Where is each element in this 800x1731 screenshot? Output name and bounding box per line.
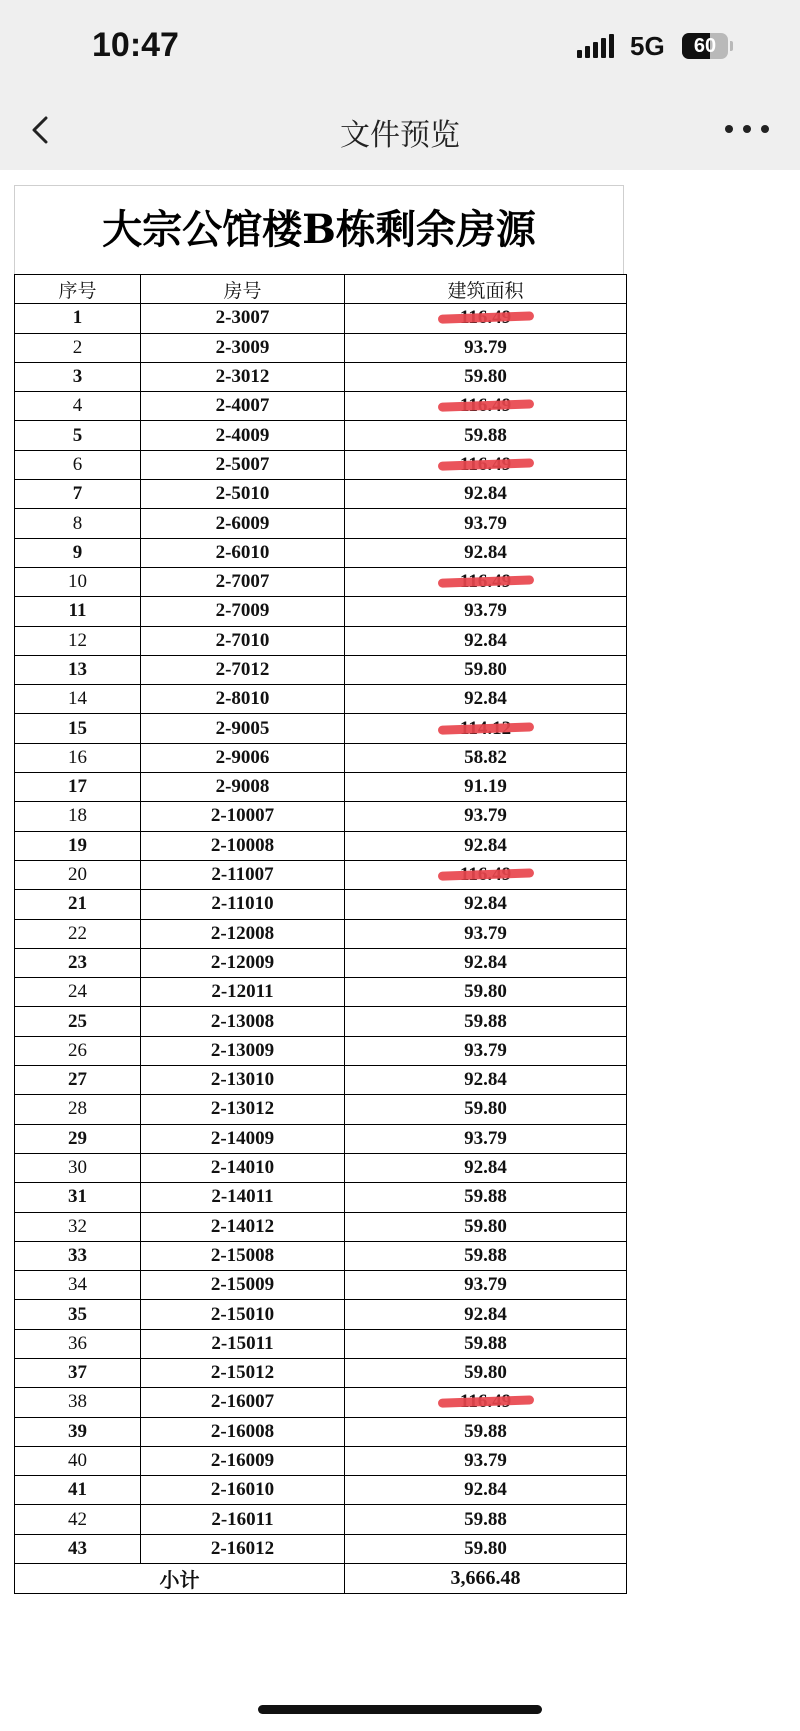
table-row [15, 802, 627, 831]
area-value: 59.88 [464, 1332, 507, 1354]
area-cell [345, 1241, 627, 1270]
area-cell [345, 597, 627, 626]
room-number: 2-12011 [141, 978, 345, 1007]
table-row [15, 1388, 627, 1417]
subtotal-value: 3,666.48 [345, 1564, 627, 1594]
room-number: 2-3009 [141, 333, 345, 362]
area-cell [345, 860, 627, 889]
row-number: 43 [15, 1534, 141, 1563]
strike-mark [437, 722, 533, 734]
area-cell [345, 1036, 627, 1065]
area-value: 59.88 [464, 1186, 507, 1208]
area-value: 93.79 [464, 1450, 507, 1472]
area-cell [345, 1358, 627, 1387]
area-cell [345, 773, 627, 802]
row-number: 26 [15, 1036, 141, 1065]
room-number: 2-3012 [141, 362, 345, 391]
room-number: 2-11010 [141, 890, 345, 919]
area-value: 59.88 [464, 424, 507, 446]
column-header-no: 序号 [15, 275, 141, 304]
page-title: 文件预览 [340, 118, 460, 153]
area-cell [345, 509, 627, 538]
room-number: 2-14011 [141, 1183, 345, 1212]
table-row [15, 538, 627, 567]
room-number: 2-9008 [141, 773, 345, 802]
area-cell [345, 538, 627, 567]
area-value: 92.84 [464, 951, 507, 973]
area-value: 92.84 [464, 834, 507, 856]
area-value: 92.84 [464, 1303, 507, 1325]
area-value: 92.84 [464, 1479, 507, 1501]
battery-icon [682, 33, 728, 59]
row-number: 37 [15, 1358, 141, 1387]
status-bar [0, 0, 800, 90]
room-number: 2-13012 [141, 1095, 345, 1124]
area-cell [345, 1007, 627, 1036]
table-row [15, 714, 627, 743]
area-cell [345, 1153, 627, 1182]
room-number: 2-7012 [141, 655, 345, 684]
row-number: 28 [15, 1095, 141, 1124]
row-number: 2 [15, 333, 141, 362]
column-header-area: 建筑面积 [345, 275, 627, 304]
table-row [15, 831, 627, 860]
row-number: 14 [15, 685, 141, 714]
row-number: 21 [15, 890, 141, 919]
area-cell [345, 362, 627, 391]
table-row [15, 1095, 627, 1124]
area-cell [345, 831, 627, 860]
row-number: 33 [15, 1241, 141, 1270]
table-row [15, 304, 627, 333]
area-value: 59.88 [464, 1420, 507, 1442]
row-number: 24 [15, 978, 141, 1007]
area-value: 59.80 [464, 1098, 507, 1120]
row-number: 16 [15, 743, 141, 772]
area-value: 93.79 [464, 1039, 507, 1061]
room-number: 2-5007 [141, 450, 345, 479]
area-cell [345, 802, 627, 831]
area-cell [345, 392, 627, 421]
area-cell [345, 743, 627, 772]
battery-level: 60 [693, 35, 717, 57]
room-number: 2-11007 [141, 860, 345, 889]
room-number: 2-12009 [141, 948, 345, 977]
row-number: 19 [15, 831, 141, 860]
room-number: 2-14012 [141, 1212, 345, 1241]
document-preview [14, 185, 624, 1594]
table-row [15, 685, 627, 714]
area-value: 59.88 [464, 1244, 507, 1266]
row-number: 6 [15, 450, 141, 479]
area-cell [345, 626, 627, 655]
area-cell [345, 1212, 627, 1241]
area-cell [345, 1183, 627, 1212]
area-cell [345, 1066, 627, 1095]
area-value: 93.79 [464, 336, 507, 358]
table-row [15, 1007, 627, 1036]
nav-bar [0, 90, 800, 170]
room-number: 2-10008 [141, 831, 345, 860]
area-cell [345, 421, 627, 450]
row-number: 41 [15, 1476, 141, 1505]
table-row [15, 392, 627, 421]
row-number: 13 [15, 655, 141, 684]
table-row [15, 1505, 627, 1534]
area-value: 59.80 [464, 1537, 507, 1559]
row-number: 38 [15, 1388, 141, 1417]
area-value: 59.80 [464, 981, 507, 1003]
subtotal-row [15, 1564, 627, 1594]
area-cell [345, 890, 627, 919]
area-value: 93.79 [464, 805, 507, 827]
area-cell [345, 1505, 627, 1534]
room-number: 2-4009 [141, 421, 345, 450]
area-value: 92.84 [464, 1069, 507, 1091]
room-number: 2-5010 [141, 480, 345, 509]
area-cell [345, 1329, 627, 1358]
row-number: 35 [15, 1300, 141, 1329]
table-row [15, 743, 627, 772]
area-value: 58.82 [464, 746, 507, 768]
network-type: 5G [630, 31, 665, 61]
area-value: 92.84 [464, 541, 507, 563]
row-number: 25 [15, 1007, 141, 1036]
table-row [15, 597, 627, 626]
room-number: 2-8010 [141, 685, 345, 714]
strike-mark [437, 868, 533, 880]
table-header-row [15, 275, 627, 304]
battery-tip [730, 41, 733, 51]
table-row [15, 1329, 627, 1358]
table-row [15, 1358, 627, 1387]
area-value: 92.84 [464, 629, 507, 651]
area-value: 91.19 [464, 776, 507, 798]
table-row [15, 450, 627, 479]
table-row [15, 1446, 627, 1475]
more-horizontal-icon[interactable] [725, 125, 769, 135]
area-value: 59.80 [464, 366, 507, 388]
area-value: 59.88 [464, 1010, 507, 1032]
table-row [15, 948, 627, 977]
table-row [15, 773, 627, 802]
table-row [15, 567, 627, 596]
row-number: 27 [15, 1066, 141, 1095]
room-number: 2-12008 [141, 919, 345, 948]
table-row [15, 1417, 627, 1446]
row-number: 23 [15, 948, 141, 977]
row-number: 7 [15, 480, 141, 509]
area-cell [345, 480, 627, 509]
rooms-table [14, 274, 627, 1594]
room-number: 2-6010 [141, 538, 345, 567]
table-row [15, 509, 627, 538]
area-cell [345, 1476, 627, 1505]
row-number: 8 [15, 509, 141, 538]
table-row [15, 655, 627, 684]
room-number: 2-7009 [141, 597, 345, 626]
room-number: 2-15011 [141, 1329, 345, 1358]
strike-mark [437, 575, 533, 587]
document-title: 大宗公馆楼B栋剩余房源 [14, 185, 624, 274]
strike-mark [437, 458, 533, 470]
table-row [15, 1183, 627, 1212]
table-row [15, 860, 627, 889]
signal-icon [577, 34, 614, 58]
room-number: 2-16010 [141, 1476, 345, 1505]
area-value: 59.88 [464, 1508, 507, 1530]
room-number: 2-7007 [141, 567, 345, 596]
table-row [15, 890, 627, 919]
area-cell [345, 1300, 627, 1329]
area-cell [345, 1095, 627, 1124]
column-header-room: 房号 [141, 275, 345, 304]
area-cell [345, 1417, 627, 1446]
room-number: 2-16012 [141, 1534, 345, 1563]
area-cell [345, 685, 627, 714]
area-value: 93.79 [464, 1127, 507, 1149]
row-number: 9 [15, 538, 141, 567]
row-number: 1 [15, 304, 141, 333]
table-row [15, 1212, 627, 1241]
area-cell [345, 1534, 627, 1563]
home-indicator[interactable] [258, 1705, 542, 1714]
table-row [15, 421, 627, 450]
area-value: 93.79 [464, 922, 507, 944]
table-row [15, 1124, 627, 1153]
room-number: 2-16007 [141, 1388, 345, 1417]
room-number: 2-16011 [141, 1505, 345, 1534]
room-number: 2-16009 [141, 1446, 345, 1475]
room-number: 2-15009 [141, 1271, 345, 1300]
area-cell [345, 714, 627, 743]
row-number: 22 [15, 919, 141, 948]
area-value: 93.79 [464, 512, 507, 534]
area-value: 93.79 [464, 600, 507, 622]
row-number: 18 [15, 802, 141, 831]
room-number: 2-9006 [141, 743, 345, 772]
room-number: 2-9005 [141, 714, 345, 743]
area-value: 93.79 [464, 1274, 507, 1296]
area-cell [345, 1124, 627, 1153]
room-number: 2-13010 [141, 1066, 345, 1095]
room-number: 2-7010 [141, 626, 345, 655]
subtotal-label: 小计 [15, 1564, 345, 1594]
row-number: 42 [15, 1505, 141, 1534]
room-number: 2-10007 [141, 802, 345, 831]
row-number: 36 [15, 1329, 141, 1358]
table-row [15, 1241, 627, 1270]
area-cell [345, 1388, 627, 1417]
room-number: 2-14010 [141, 1153, 345, 1182]
table-row [15, 1036, 627, 1065]
row-number: 12 [15, 626, 141, 655]
row-number: 4 [15, 392, 141, 421]
row-number: 40 [15, 1446, 141, 1475]
table-row [15, 1271, 627, 1300]
row-number: 10 [15, 567, 141, 596]
table-row [15, 978, 627, 1007]
area-value: 92.84 [464, 483, 507, 505]
area-cell [345, 948, 627, 977]
row-number: 5 [15, 421, 141, 450]
room-number: 2-3007 [141, 304, 345, 333]
room-number: 2-16008 [141, 1417, 345, 1446]
row-number: 3 [15, 362, 141, 391]
area-cell [345, 333, 627, 362]
row-number: 32 [15, 1212, 141, 1241]
row-number: 39 [15, 1417, 141, 1446]
area-value: 92.84 [464, 1157, 507, 1179]
status-time: 10:47 [92, 26, 179, 64]
table-row [15, 1153, 627, 1182]
room-number: 2-6009 [141, 509, 345, 538]
room-number: 2-4007 [141, 392, 345, 421]
area-cell [345, 1271, 627, 1300]
room-number: 2-15012 [141, 1358, 345, 1387]
room-number: 2-13008 [141, 1007, 345, 1036]
table-row [15, 919, 627, 948]
row-number: 15 [15, 714, 141, 743]
room-number: 2-13009 [141, 1036, 345, 1065]
table-row [15, 333, 627, 362]
row-number: 30 [15, 1153, 141, 1182]
area-value: 92.84 [464, 893, 507, 915]
area-cell [345, 567, 627, 596]
table-row [15, 362, 627, 391]
area-value: 59.80 [464, 1362, 507, 1384]
table-row [15, 480, 627, 509]
row-number: 17 [15, 773, 141, 802]
area-cell [345, 978, 627, 1007]
table-row [15, 1066, 627, 1095]
row-number: 11 [15, 597, 141, 626]
row-number: 31 [15, 1183, 141, 1212]
area-value: 92.84 [464, 688, 507, 710]
row-number: 20 [15, 860, 141, 889]
area-cell [345, 655, 627, 684]
area-value: 59.80 [464, 659, 507, 680]
row-number: 34 [15, 1271, 141, 1300]
table-row [15, 626, 627, 655]
table-row [15, 1476, 627, 1505]
table-row [15, 1300, 627, 1329]
area-cell [345, 919, 627, 948]
area-cell [345, 1446, 627, 1475]
table-row [15, 1534, 627, 1563]
room-number: 2-14009 [141, 1124, 345, 1153]
room-number: 2-15008 [141, 1241, 345, 1270]
room-number: 2-15010 [141, 1300, 345, 1329]
area-cell [345, 304, 627, 333]
row-number: 29 [15, 1124, 141, 1153]
area-cell [345, 450, 627, 479]
area-value: 59.80 [464, 1215, 507, 1237]
